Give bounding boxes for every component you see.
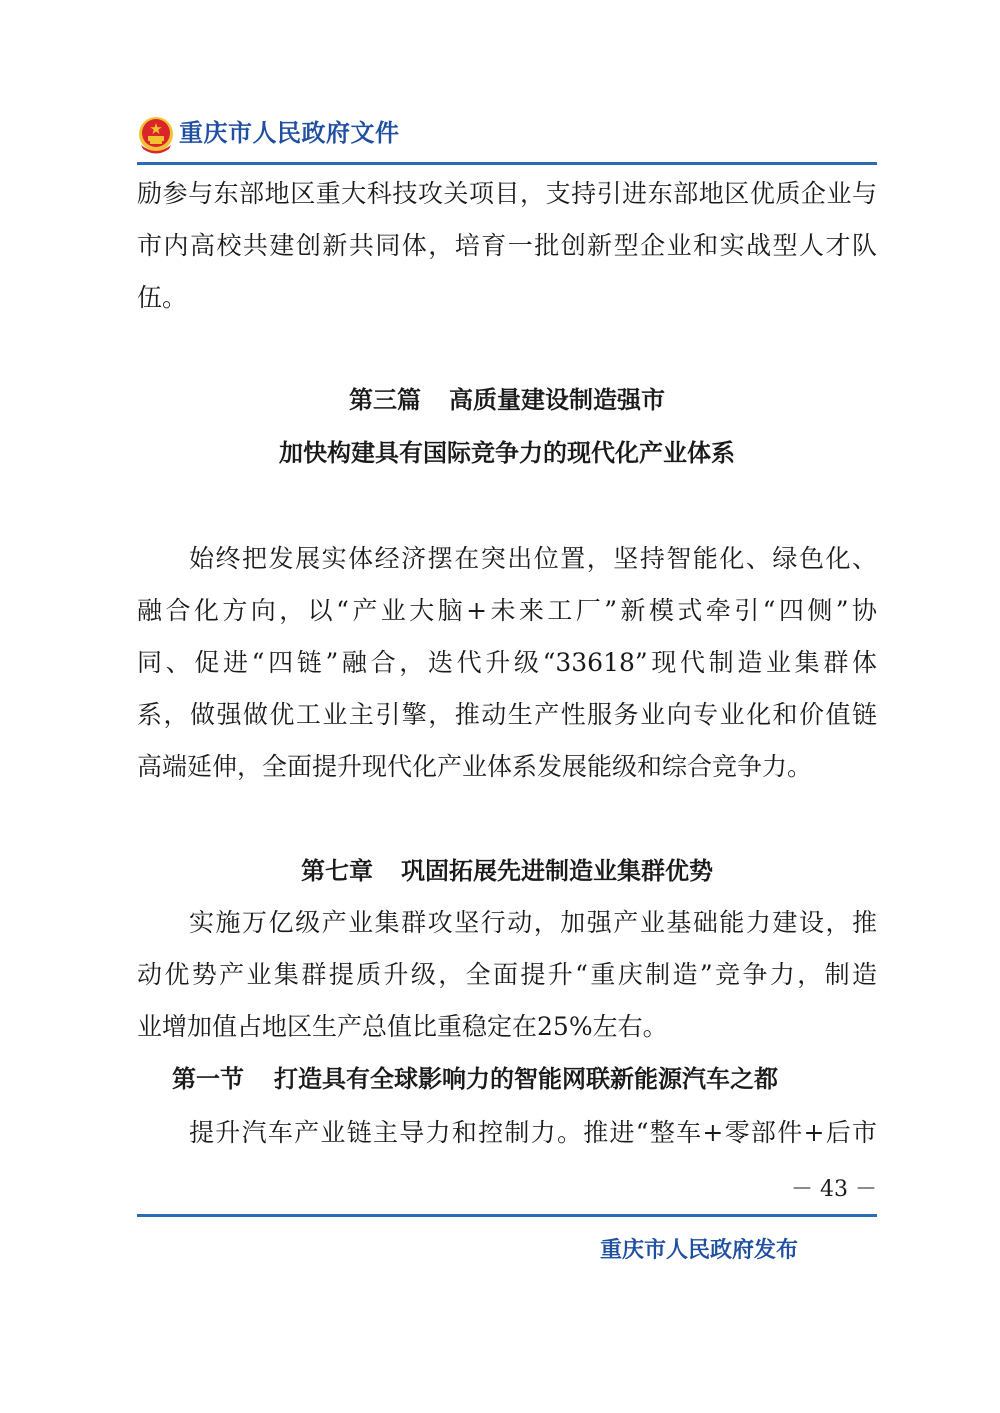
footer-publisher: 重庆市人民政府发布 [600, 1238, 799, 1263]
part-number: 第三篇 [349, 386, 421, 414]
national-emblem-icon [137, 115, 175, 155]
chapter-number: 第七章 [301, 857, 373, 885]
chapter-intro-line-2: 动优势产业集群提质升级，全面提升“重庆制造”竞争力，制造 [137, 960, 877, 989]
header-divider [137, 162, 877, 165]
continuation-line-2: 市内高校共建创新共同体，培育一批创新型企业和实战型人才队 [137, 231, 877, 260]
footer-divider [137, 1214, 877, 1217]
part-intro-line-1: 始终把发展实体经济摆在突出位置，坚持智能化、绿色化、 [189, 544, 877, 573]
chapter-heading [137, 855, 877, 887]
section-number: 第一节 [172, 1064, 244, 1093]
continuation-line-1: 励参与东部地区重大科技攻关项目，支持引进东部地区优质企业与 [137, 179, 877, 208]
part-heading [137, 384, 877, 416]
part-title: 高质量建设制造强市 [449, 386, 665, 414]
chapter-intro-line-3: 业增加值占地区生产总值比重稳定在25%左右。 [137, 1012, 668, 1041]
part-intro-line-3: 同、促进“四链”融合，迭代升级“33618”现代制造业集群体 [137, 648, 877, 677]
page-number: － 43 － [791, 1177, 877, 1202]
chapter-intro-line-1: 实施万亿级产业集群攻坚行动，加强产业基础能力建设，推 [189, 908, 877, 937]
header-title: 重庆市人民政府文件 [179, 119, 400, 147]
part-intro-line-4: 系，做强做优工业主引擎，推动生产性服务业向专业化和价值链 [137, 700, 877, 729]
document-header [137, 112, 877, 164]
section-text-line-1: 提升汽车产业链主导力和控制力。推进“整车+零部件+后市 [189, 1118, 877, 1147]
section-heading [172, 1063, 877, 1095]
chapter-title: 巩固拓展先进制造业集群优势 [401, 857, 713, 885]
part-intro-line-2: 融合化方向，以“产业大脑+未来工厂”新模式牵引“四侧”协 [137, 596, 877, 625]
part-subtitle: 加快构建具有国际竞争力的现代化产业体系 [279, 439, 735, 467]
continuation-line-3: 伍。 [137, 283, 188, 312]
section-title: 打造具有全球影响力的智能网联新能源汽车之都 [274, 1064, 778, 1093]
part-intro-line-5: 高端延伸，全面提升现代化产业体系发展能级和综合竞争力。 [137, 752, 813, 781]
